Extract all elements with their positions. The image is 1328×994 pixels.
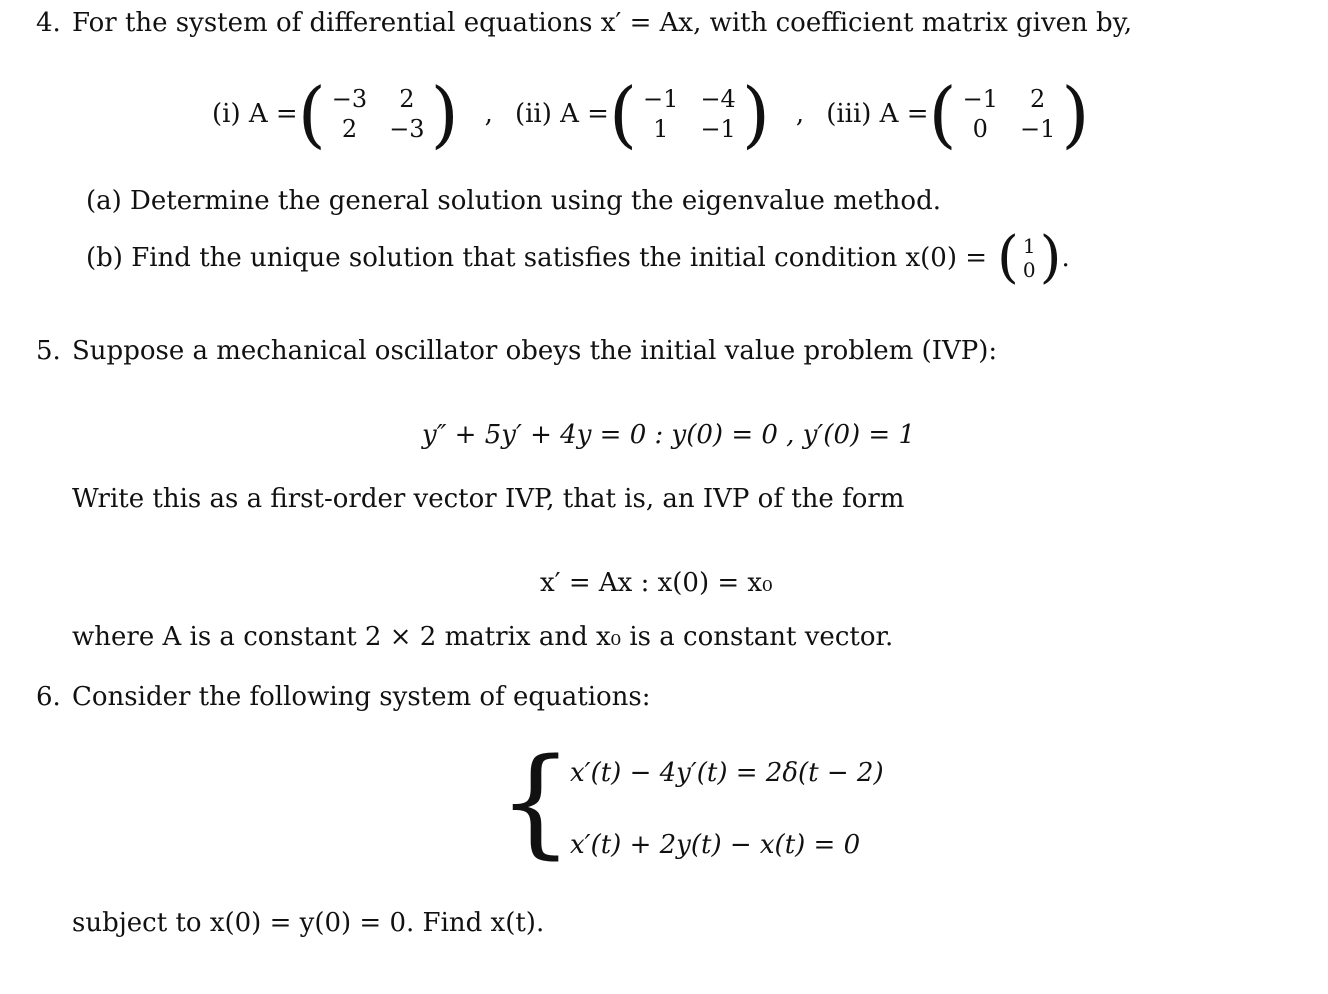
matrix-separator: , <box>795 99 805 129</box>
matrix-entry: 2 <box>341 115 358 143</box>
matrix-ii <box>608 72 770 156</box>
matrix-entry: −4 <box>700 85 736 113</box>
matrix-entry: −1 <box>700 115 736 143</box>
matrix-entry: 1 <box>653 115 669 143</box>
q4-matrices-row <box>212 72 1090 156</box>
matrix-ii-label: (ii) A = <box>514 99 609 129</box>
q5-vector-ivp: x′ = Ax : x(0) = x₀ <box>540 568 773 598</box>
q5-line2: Write this as a first-order vector IVP, that is, an IVP of the form <box>72 484 905 514</box>
q4-number: 4. <box>36 8 61 38</box>
initial-vector <box>997 225 1062 290</box>
q4-part-a: (a) Determine the general solution using the eigenvalue method. <box>86 186 941 216</box>
q6-number: 6. <box>36 682 61 712</box>
left-paren: ( <box>297 72 326 156</box>
q6-intro: Consider the following system of equations: <box>72 682 651 712</box>
matrix-entry: −1 <box>1020 115 1056 143</box>
right-paren: ) <box>1039 225 1062 290</box>
q5-ode: y″ + 5y′ + 4y = 0 : y(0) = 0 , y′(0) = 1 <box>422 420 915 450</box>
q5-number: 5. <box>36 336 61 366</box>
matrix-separator: , <box>484 99 493 129</box>
left-paren: ( <box>608 72 638 156</box>
matrix-entry: −3 <box>331 85 368 113</box>
matrix-entry: −3 <box>389 115 425 143</box>
q6-eq1: x′(t) − 4y′(t) = 2δ(t − 2) <box>570 758 884 788</box>
matrix-entry: 0 <box>972 115 988 143</box>
matrix-i <box>297 72 459 156</box>
q4-intro: For the system of differential equations x′ = Ax, with coefficient matrix given by, <box>72 8 1133 38</box>
left-paren: ( <box>997 225 1019 290</box>
matrix-entry: −1 <box>962 85 998 113</box>
vector-entry: 0 <box>1022 258 1036 282</box>
q6-eq2: x′(t) + 2y(t) − x(t) = 0 <box>570 830 861 860</box>
left-paren: ( <box>928 72 957 156</box>
q5-intro: Suppose a mechanical oscillator obeys the initial value problem (IVP): <box>72 336 998 366</box>
matrix-iii-label: (iii) A = <box>826 99 929 129</box>
right-paren: ) <box>430 72 459 156</box>
q5-line3: where A is a constant 2 × 2 matrix and x₀ is a constant vector. <box>72 622 894 652</box>
q4-part-b <box>86 225 1070 290</box>
q6-subject: subject to x(0) = y(0) = 0. Find x(t). <box>72 908 545 938</box>
right-paren: ) <box>1061 72 1090 156</box>
matrix-iii <box>928 72 1090 156</box>
vector-entry: 1 <box>1022 234 1036 258</box>
matrix-i-label: (i) A = <box>212 99 298 129</box>
q4-period: . <box>1061 243 1070 273</box>
matrix-entry: −1 <box>643 85 679 113</box>
matrix-entry: 2 <box>1030 85 1046 113</box>
right-paren: ) <box>741 72 770 156</box>
left-brace: { <box>498 732 574 870</box>
q4-part-b-text: (b) Find the unique solution that satisfies the initial condition x(0) = <box>86 243 988 273</box>
matrix-entry: 2 <box>399 85 415 113</box>
